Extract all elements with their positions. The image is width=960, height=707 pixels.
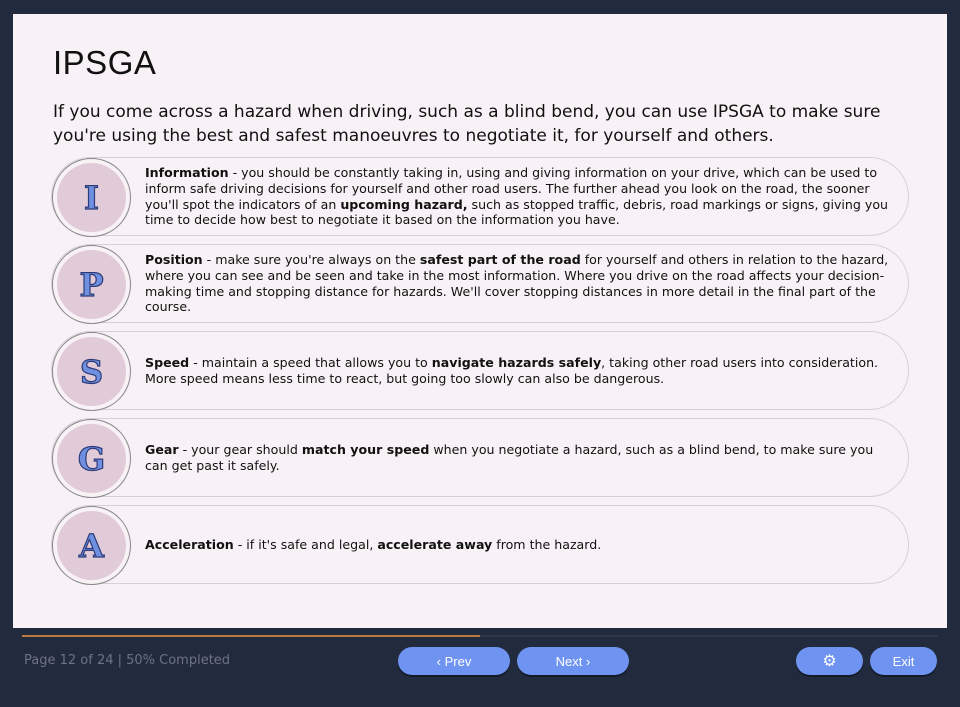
letter-badge [52, 419, 131, 498]
bold-text: navigate hazards safely [431, 354, 602, 370]
prev-button[interactable]: ‹ Prev [398, 647, 510, 675]
letter-badge [52, 245, 131, 324]
bold-text: Acceleration [145, 536, 234, 552]
bold-text: Position [145, 252, 203, 268]
letter-badge [52, 506, 131, 585]
bold-text: Speed [145, 354, 190, 370]
letter-badge [52, 158, 131, 237]
progress-bar [22, 635, 938, 637]
row-text [145, 158, 895, 235]
bold-text: Information [145, 165, 229, 181]
text: - you should be constantly taking in, using and giving information on your drive, which can be used to inform safe driving decisions for yourself and other road users. The further ahead you look on the road, the sooner you'll spot the indicators of an [145, 165, 878, 212]
ipsga-row-p [51, 244, 909, 323]
ipsga-row-a [51, 505, 909, 584]
text: - make sure you're always on the [202, 252, 420, 268]
text: - maintain a speed that allows you to [189, 354, 432, 370]
row-text [145, 332, 895, 409]
page-info: Page 12 of 24 | 50% Completed [24, 653, 231, 668]
text: , taking other road users into consideration. More speed means less time to react, but going too slowly can also be dangerous. [145, 354, 879, 386]
text: - if it's safe and legal, [233, 536, 378, 552]
bold-text: match your speed [301, 441, 430, 457]
settings-button[interactable] [796, 647, 863, 675]
text: for yourself and others in relation to the hazard, where you can see and be seen and take in the most information. Where you drive on the road affects your decision-making time and stopping distance for hazards. We'll cover stopping distances in more detail in the final part of the course. [145, 252, 889, 315]
progress-fill [22, 635, 480, 637]
ipsga-row-i [51, 157, 909, 236]
letter-badge [52, 332, 131, 411]
text: - your gear should [178, 441, 302, 457]
intro-text: If you come across a hazard when driving, such as a blind bend, you can use IPSGA to make sure you're using the best and safest manoeuvres to negotiate it, for yourself and others. [53, 102, 881, 146]
row-text [145, 506, 895, 583]
gears-icon: ⚙ [822, 653, 837, 670]
letter: G [57, 424, 126, 493]
page-title: IPSGA [53, 44, 157, 81]
bold-text: Gear [145, 441, 179, 457]
text: from the hazard. [492, 536, 602, 552]
letter: S [57, 337, 126, 406]
bold-text: accelerate away [377, 536, 493, 552]
ipsga-row-s [51, 331, 909, 410]
text: such as stopped traffic, debris, road markings or signs, giving you time to decide how best to negotiate it based on the information you have. [145, 196, 889, 228]
text: when you negotiate a hazard, such as a blind bend, to make sure you can get past it safely. [145, 441, 874, 473]
row-text [145, 419, 895, 496]
letter: A [57, 511, 126, 580]
bold-text: safest part of the road [419, 252, 581, 268]
next-button[interactable]: Next › [517, 647, 629, 675]
ipsga-row-g [51, 418, 909, 497]
bold-text: upcoming hazard, [340, 196, 468, 212]
exit-button[interactable]: Exit [870, 647, 937, 675]
row-text [145, 245, 895, 322]
content-panel [13, 14, 947, 628]
letter: I [57, 163, 126, 232]
letter: P [57, 250, 126, 319]
